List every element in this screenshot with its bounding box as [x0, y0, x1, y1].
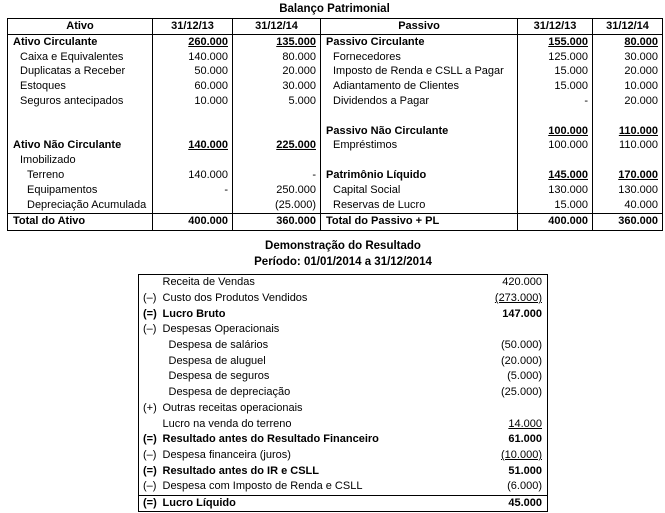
dre-row: [139, 275, 548, 291]
balance-sheet-table: [7, 18, 663, 231]
total-ativo-value-13: 400.000: [153, 213, 233, 230]
passivo-value-14-cell: 20.000: [593, 94, 663, 109]
passivo-value-13-cell: 100.000: [518, 139, 593, 154]
passivo-column-header: Passivo: [321, 19, 518, 35]
ativo-value-13-cell: 140.000: [153, 168, 233, 183]
dre-value-cell: (10.000): [501, 448, 542, 461]
dre-label-cell: Receita de Vendas: [162, 276, 255, 289]
dre-label-cell: Custo dos Produtos Vendidos: [162, 292, 308, 305]
ativo-column-header: Ativo: [8, 19, 153, 35]
dre-value-cell: 51.000: [508, 464, 542, 477]
ativo-value-13-cell: [153, 124, 233, 139]
dre-prefix-cell: (=): [143, 464, 157, 477]
ativo-label-cell: [8, 109, 153, 124]
balance-row: [8, 94, 663, 109]
ativo-value-14-cell: 135.000: [233, 35, 321, 50]
balance-header-row: [8, 19, 663, 35]
balance-row: [8, 79, 663, 94]
dre-prefix-cell: (=): [139, 495, 163, 512]
dre-label-cell: Despesa de depreciação: [168, 386, 291, 399]
ativo-value-13-cell: [153, 198, 233, 213]
total-ativo-value-14: 360.000: [233, 213, 321, 230]
dre-value-cell: (6.000): [507, 480, 542, 493]
dre-label-cell: Despesa com Imposto de Renda e CSLL: [162, 480, 363, 493]
passivo-label-cell: Imposto de Renda e CSLL a Pagar: [321, 65, 518, 80]
dre-prefix-cell: [139, 385, 163, 401]
dre-row: [139, 432, 548, 448]
passivo-value-13-cell: [518, 153, 593, 168]
ativo-label-cell: Terreno: [8, 168, 153, 183]
passivo-label-cell: Reservas de Lucro: [321, 198, 518, 213]
income-statement-period: Período: 01/01/2014 a 31/12/2014: [254, 256, 432, 268]
ativo-value-13-cell: 260.000: [153, 35, 233, 50]
dre-value-cell: (20.000): [501, 354, 542, 367]
dre-row: [139, 479, 548, 495]
balance-row: [8, 50, 663, 65]
dre-prefix-cell: [139, 416, 163, 432]
dre-label-cell: Outras receitas operacionais: [162, 401, 303, 414]
dre-label-cell: Despesa de seguros: [168, 370, 270, 383]
ativo-value-13-cell: 50.000: [153, 65, 233, 80]
passivo-value-14-cell: 130.000: [593, 183, 663, 198]
balance-row: [8, 153, 663, 168]
dre-value-cell: (50.000): [501, 339, 542, 352]
ativo-date2-header: 31/12/14: [233, 19, 321, 35]
passivo-value-13-cell: 125.000: [518, 50, 593, 65]
passivo-value-14-cell: 30.000: [593, 50, 663, 65]
passivo-value-13-cell: 15.000: [518, 79, 593, 94]
dre-label-cell: Lucro Líquido: [163, 495, 448, 512]
income-statement-table: [138, 274, 548, 512]
dre-prefix-cell: (–): [143, 480, 157, 493]
dre-row: [139, 369, 548, 385]
dre-value-cell: [448, 401, 548, 417]
passivo-label-cell: Dividendos a Pagar: [321, 94, 518, 109]
passivo-value-14-cell: 110.000: [593, 139, 663, 154]
passivo-value-13-cell: 130.000: [518, 183, 593, 198]
ativo-label-cell: Estoques: [8, 79, 153, 94]
ativo-value-14-cell: 250.000: [233, 183, 321, 198]
passivo-value-13-cell: 15.000: [518, 198, 593, 213]
passivo-value-14-cell: 40.000: [593, 198, 663, 213]
ativo-label-cell: [8, 124, 153, 139]
passivo-label-cell: Patrimônio Líquido: [321, 168, 518, 183]
income-statement-body: [139, 275, 548, 512]
ativo-date1-header: 31/12/13: [153, 19, 233, 35]
dre-value-cell: (273.000): [494, 292, 542, 305]
passivo-label-cell: Capital Social: [321, 183, 518, 198]
ativo-label-cell: Duplicatas a Receber: [8, 65, 153, 80]
dre-prefix-cell: [139, 275, 163, 291]
passivo-value-14-cell: 110.000: [593, 124, 663, 139]
dre-row: [139, 385, 548, 401]
passivo-value-14-cell: [593, 153, 663, 168]
dre-label-cell: Resultado antes do IR e CSLL: [162, 464, 319, 477]
dre-prefix-cell: [139, 369, 163, 385]
balance-total-row: [8, 213, 663, 230]
ativo-value-13-cell: [153, 109, 233, 124]
passivo-value-13-cell: 145.000: [518, 168, 593, 183]
ativo-label-cell: Imobilizado: [8, 153, 153, 168]
income-statement-title: Demonstração do Resultado: [265, 240, 421, 252]
balance-row: [8, 124, 663, 139]
dre-value-cell: 45.000: [448, 495, 548, 512]
ativo-value-14-cell: [233, 109, 321, 124]
dre-label-cell: Lucro Bruto: [162, 307, 226, 320]
passivo-label-cell: Fornecedores: [321, 50, 518, 65]
passivo-label-cell: [321, 153, 518, 168]
ativo-value-13-cell: -: [153, 183, 233, 198]
passivo-label-cell: Empréstimos: [321, 139, 518, 154]
ativo-value-14-cell: 30.000: [233, 79, 321, 94]
ativo-value-14-cell: (25.000): [233, 198, 321, 213]
passivo-value-14-cell: 80.000: [593, 35, 663, 50]
ativo-value-14-cell: 225.000: [233, 139, 321, 154]
dre-row: [139, 448, 548, 464]
dre-prefix-cell: (+): [143, 401, 157, 414]
dre-row: [139, 353, 548, 369]
passivo-label-cell: Passivo Não Circulante: [321, 124, 518, 139]
balance-sheet-title: Balanço Patrimonial: [279, 3, 390, 15]
ativo-value-13-cell: 60.000: [153, 79, 233, 94]
dre-prefix-cell: (–): [143, 292, 157, 305]
dre-prefix-cell: (–): [143, 323, 157, 336]
ativo-value-13-cell: 140.000: [153, 139, 233, 154]
dre-value-cell: 147.000: [502, 307, 542, 320]
dre-value-cell: 61.000: [508, 433, 542, 446]
ativo-label-cell: Depreciação Acumulada: [8, 198, 153, 213]
ativo-value-13-cell: 10.000: [153, 94, 233, 109]
passivo-value-13-cell: 100.000: [518, 124, 593, 139]
ativo-label-cell: Seguros antecipados: [8, 94, 153, 109]
dre-row: [139, 495, 548, 512]
passivo-label-cell: [321, 109, 518, 124]
dre-prefix-cell: (=): [143, 307, 157, 320]
dre-row: [139, 338, 548, 354]
ativo-value-14-cell: -: [233, 168, 321, 183]
balance-row: [8, 109, 663, 124]
balance-row: [8, 65, 663, 80]
dre-row: [139, 416, 548, 432]
ativo-label-cell: Ativo Não Circulante: [8, 139, 153, 154]
balance-row: [8, 35, 663, 50]
passivo-value-14-cell: 20.000: [593, 65, 663, 80]
passivo-date2-header: 31/12/14: [593, 19, 663, 35]
passivo-value-13-cell: 155.000: [518, 35, 593, 50]
dre-prefix-cell: [139, 338, 163, 354]
dre-label-cell: Despesa de aluguel: [168, 354, 266, 367]
total-passivo-label: Total do Passivo + PL: [321, 213, 518, 230]
passivo-value-14-cell: 170.000: [593, 168, 663, 183]
dre-label-cell: Lucro na venda do terreno: [162, 417, 292, 430]
dre-label-cell: Despesa de salários: [168, 339, 269, 352]
ativo-label-cell: Equipamentos: [8, 183, 153, 198]
ativo-value-13-cell: 140.000: [153, 50, 233, 65]
dre-prefix-cell: (=): [143, 433, 157, 446]
ativo-value-13-cell: [153, 153, 233, 168]
dre-value-cell: (5.000): [507, 370, 542, 383]
passivo-value-14-cell: 10.000: [593, 79, 663, 94]
dre-value-cell: 14.000: [508, 417, 542, 430]
passivo-label-cell: Adiantamento de Clientes: [321, 79, 518, 94]
ativo-label-cell: Caixa e Equivalentes: [8, 50, 153, 65]
ativo-label-cell: Ativo Circulante: [8, 35, 153, 50]
dre-label-cell: Resultado antes do Resultado Financeiro: [162, 433, 379, 446]
ativo-value-14-cell: [233, 153, 321, 168]
passivo-value-14-cell: [593, 109, 663, 124]
balance-row: [8, 183, 663, 198]
dre-row: [139, 291, 548, 307]
dre-label-cell: Despesa financeira (juros): [162, 448, 291, 461]
dre-row: [139, 322, 548, 338]
total-passivo-value-13: 400.000: [518, 213, 593, 230]
total-passivo-value-14: 360.000: [593, 213, 663, 230]
dre-row: [139, 306, 548, 322]
balance-row: [8, 139, 663, 154]
dre-prefix-cell: (–): [143, 448, 157, 461]
ativo-value-14-cell: 5.000: [233, 94, 321, 109]
dre-value-cell: (25.000): [501, 386, 542, 399]
passivo-value-13-cell: -: [518, 94, 593, 109]
passivo-date1-header: 31/12/13: [518, 19, 593, 35]
ativo-value-14-cell: 80.000: [233, 50, 321, 65]
dre-value-cell: [448, 322, 548, 338]
passivo-label-cell: Passivo Circulante: [321, 35, 518, 50]
total-ativo-label: Total do Ativo: [8, 213, 153, 230]
ativo-value-14-cell: 20.000: [233, 65, 321, 80]
dre-prefix-cell: [139, 353, 163, 369]
balance-row: [8, 198, 663, 213]
dre-label-cell: Despesas Operacionais: [162, 323, 280, 336]
balance-sheet-body: [8, 35, 663, 214]
passivo-value-13-cell: [518, 109, 593, 124]
balance-row: [8, 168, 663, 183]
dre-row: [139, 463, 548, 479]
dre-row: [139, 401, 548, 417]
ativo-value-14-cell: [233, 124, 321, 139]
dre-value-cell: 420.000: [502, 276, 542, 289]
passivo-value-13-cell: 15.000: [518, 65, 593, 80]
